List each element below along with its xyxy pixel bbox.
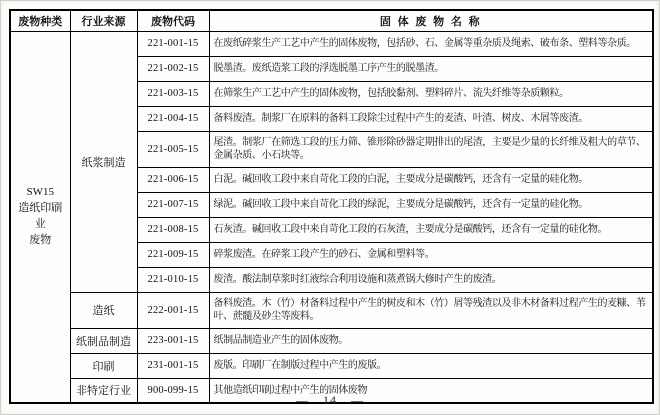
waste-code-cell: 221-004-15 <box>137 106 209 131</box>
waste-code-cell: 231-001-15 <box>137 353 209 378</box>
waste-code-cell: 900-099-15 <box>137 378 209 403</box>
waste-name-cell: 尾渣。制浆厂在筛选工段的压力筛、锥形除砂器定期排出的尾渣，主要是少量的长纤维及粗大的草节、金属杂质、小石块等。 <box>209 131 653 167</box>
waste-name-cell: 脱墨渣。废纸造浆工段的浮选脱墨工序产生的脱墨渣。 <box>209 56 653 81</box>
waste-name-cell: 其他造纸印刷过程中产生的固体废物 <box>209 378 653 403</box>
table-row <box>10 292 653 328</box>
industry-cell-pulp: 纸浆制造 <box>70 31 137 292</box>
waste-code-cell: 222-001-15 <box>137 292 209 328</box>
waste-name-cell: 绿泥。碱回收工段中来自苛化工段的绿泥，主要成分是碳酸钙，还含有一定量的硅化物。 <box>209 192 653 217</box>
waste-code-cell: 221-008-15 <box>137 217 209 242</box>
waste-name-cell: 废渣。酸法制草浆时红液综合利用设施和蒸煮锅大修时产生的废渣。 <box>209 267 653 292</box>
waste-category-cell <box>10 31 70 403</box>
waste-code-cell: 221-002-15 <box>137 56 209 81</box>
waste-name-cell: 石灰渣。碱回收工段中来自苛化工段的石灰渣，主要成分是碳酸钙，还含有一定量的硅化物。 <box>209 217 653 242</box>
industry-cell-papermaking: 造纸 <box>70 292 137 328</box>
waste-code-cell: 221-003-15 <box>137 81 209 106</box>
waste-code-cell: 221-010-15 <box>137 267 209 292</box>
table-row <box>10 328 653 353</box>
waste-name-cell: 备料废渣。制浆厂在原料的备料工段除尘过程中产生的麦渣、叶渣、树皮、木屑等废渣。 <box>209 106 653 131</box>
header-industry-source: 行业来源 <box>70 10 137 31</box>
table-header-row <box>10 10 653 31</box>
waste-name-cell: 碎浆废渣。在碎浆工段产生的砂石、金属和塑料等。 <box>209 242 653 267</box>
waste-name-cell: 纸制品制造业产生的固体废物。 <box>209 328 653 353</box>
waste-name-cell: 废版。印刷厂在制版过程中产生的废版。 <box>209 353 653 378</box>
waste-code-cell: 221-006-15 <box>137 167 209 192</box>
waste-name-cell: 在废纸碎浆生产工艺中产生的固体废物，包括砂、石、金属等重杂质及绳索、破布条、塑料等杂质。 <box>209 31 653 56</box>
waste-category-name-2: 废物 <box>29 233 52 246</box>
waste-code-cell: 221-009-15 <box>137 242 209 267</box>
header-waste-category: 废物种类 <box>10 10 70 31</box>
waste-category-code: SW15 <box>26 185 54 198</box>
industry-cell-paper-products: 纸制品制造 <box>70 328 137 353</box>
header-solid-waste-name: 固 体 废 物 名 称 <box>209 10 653 31</box>
industry-cell-nonspecific: 非特定行业 <box>70 378 137 403</box>
industry-cell-printing: 印刷 <box>70 353 137 378</box>
header-waste-code: 废物代码 <box>137 10 209 31</box>
waste-name-cell: 在筛浆生产工艺中产生的固体废物，包括胶黏剂、塑料碎片、流失纤维等杂质颗粒。 <box>209 81 653 106</box>
waste-code-cell: 221-005-15 <box>137 131 209 167</box>
page-number: — 14 — <box>296 393 364 407</box>
waste-code-cell: 223-001-15 <box>137 328 209 353</box>
waste-catalog-table <box>9 9 654 404</box>
table-row <box>10 31 653 56</box>
waste-category-name: 造纸印刷业 <box>18 201 63 230</box>
waste-code-cell: 221-007-15 <box>137 192 209 217</box>
waste-code-cell: 221-001-15 <box>137 31 209 56</box>
waste-name-cell: 备料废渣。木（竹）材备料过程中产生的树皮和木（竹）屑等残渣以及非木材备料过程产生的麦糠、苇叶、蔗髓及砂尘等废料。 <box>209 292 653 328</box>
table-row <box>10 353 653 378</box>
waste-name-cell: 白泥。碱回收工段中来自苛化工段的白泥，主要成分是碳酸钙，还含有一定量的硅化物。 <box>209 167 653 192</box>
